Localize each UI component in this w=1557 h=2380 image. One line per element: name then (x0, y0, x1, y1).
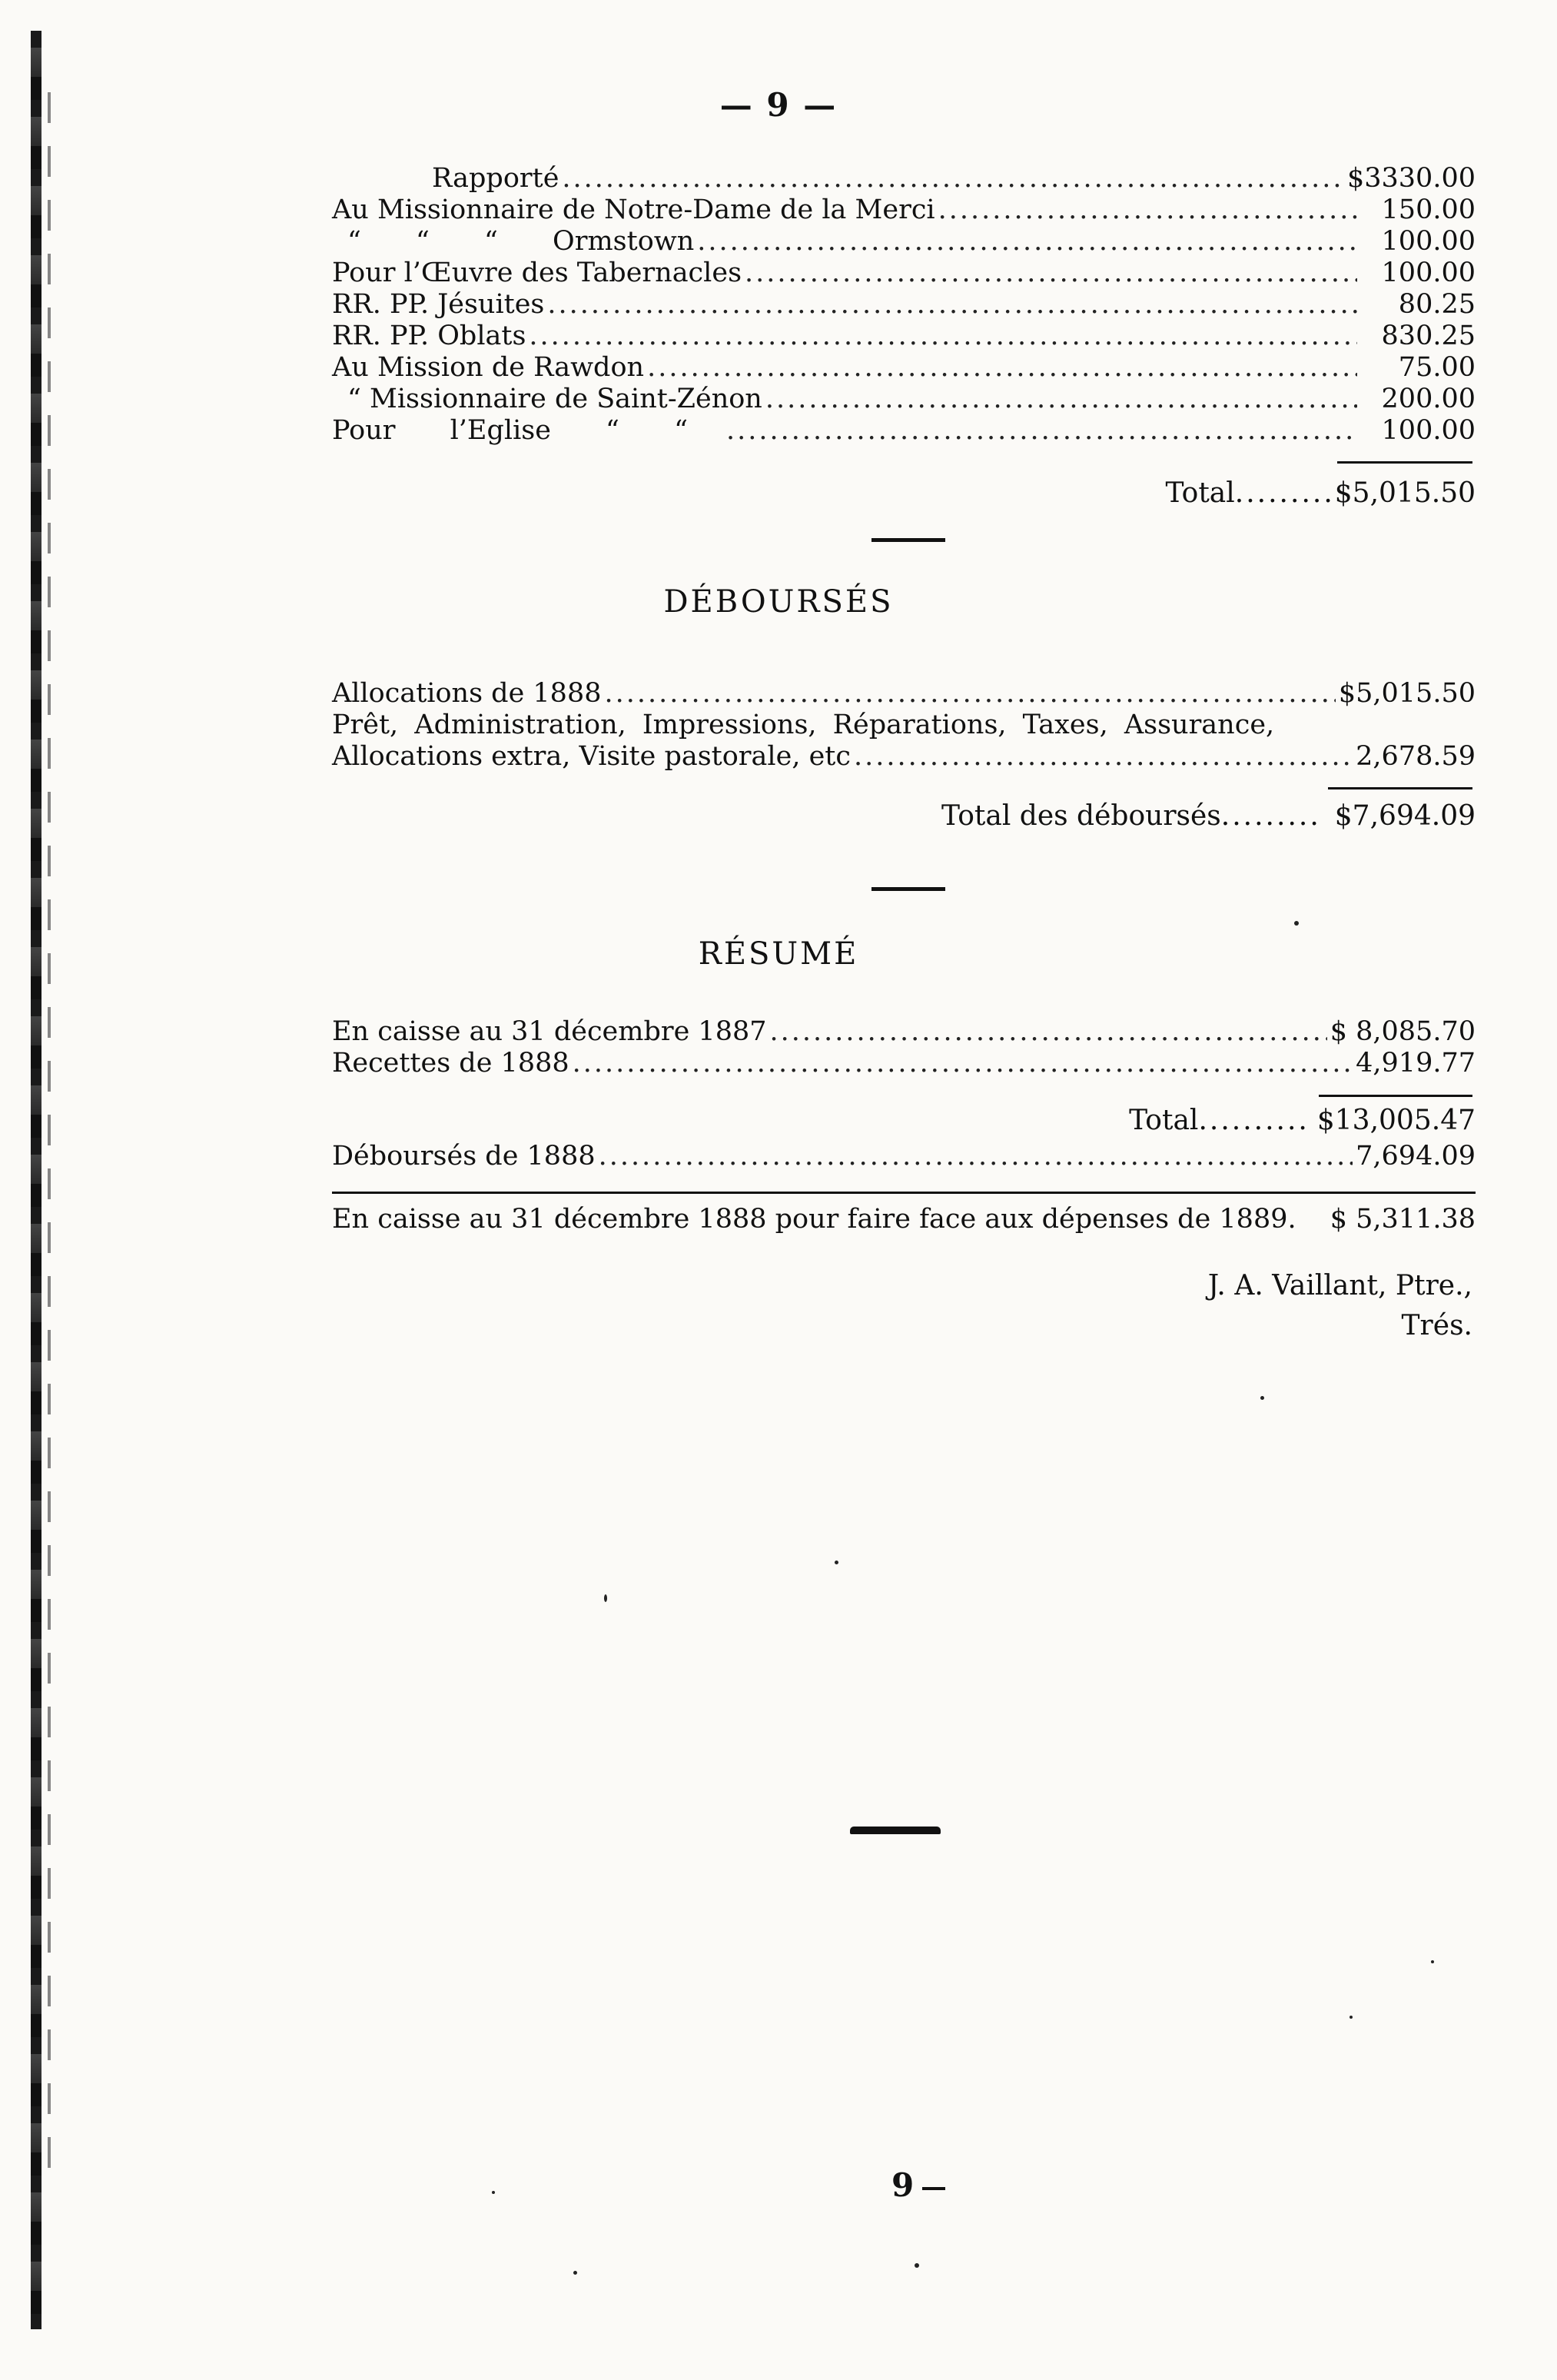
receipt-line: Pour l’Œuvre des Tabernacles ..... 100.00 (332, 258, 1476, 289)
receipt-line: Au Missionnaire de Notre-Dame de la Merci ..... 150.00 (332, 194, 1476, 226)
receipts-list (332, 163, 1476, 447)
section-separator (871, 538, 945, 542)
receipt-line: Rapporté ..... $3330.00 (332, 163, 1476, 194)
receipt-line: “ Missionnaire de Saint-Zénon ..... 200.00 (332, 384, 1476, 415)
subtotal-rule (1319, 1095, 1472, 1097)
resume-list-2 (332, 1141, 1476, 1172)
scan-speck (573, 2271, 577, 2275)
scan-speck (492, 2191, 495, 2194)
page-number: 9 (891, 2166, 915, 2204)
debourses-list (332, 678, 1476, 773)
resume-title: RÉSUMÉ (698, 936, 859, 972)
resume-line: Déboursés de 1888 ..... 7,694.09 (332, 1141, 1476, 1172)
page-number-dash (922, 2187, 945, 2190)
closing-ornament (850, 1827, 941, 1834)
scan-speck (1350, 2016, 1353, 2019)
scan-speck (1294, 921, 1299, 926)
scan-speck (604, 1594, 607, 1602)
receipt-line: Pour l’Eglise “ “ ..... 100.00 (332, 415, 1476, 447)
scan-speck (835, 1561, 838, 1564)
receipt-line: RR. PP. Jésuites ..... 80.25 (332, 289, 1476, 321)
debourses-line: Allocations extra, Visite pastorale, etc ..... 2,678.59 (332, 741, 1476, 773)
signature-title: Trés. (1401, 1310, 1472, 1341)
scan-speck (1260, 1396, 1264, 1400)
final-rule (332, 1192, 1476, 1194)
binding-edge-shadow (48, 92, 51, 2168)
resume-final-line: En caisse au 31 décembre 1888 pour faire face aux dépenses de 1889. $ 5,311.38 (332, 1204, 1476, 1235)
subtotal-rule (1328, 787, 1472, 789)
page-header: — 9 — (719, 86, 838, 124)
section-separator (871, 887, 945, 891)
receipts-total: Total ......... $5,015.50 (1165, 477, 1476, 509)
scan-speck (1431, 1960, 1434, 1963)
scan-speck (915, 2263, 919, 2268)
binding-edge (31, 31, 41, 2329)
resume-total: Total .......... $13,005.47 (1129, 1105, 1476, 1136)
debourses-title: DÉBOURSÉS (663, 584, 894, 620)
subtotal-rule (1337, 461, 1472, 464)
debourses-line: Allocations de 1888 ..... $5,015.50 (332, 678, 1476, 710)
receipt-line: Au Mission de Rawdon ..... 75.00 (332, 352, 1476, 384)
resume-list (332, 1016, 1476, 1079)
receipt-line: RR. PP. Oblats ..... 830.25 (332, 321, 1476, 352)
resume-final (332, 1204, 1476, 1235)
debourses-total: Total des déboursés ......... $7,694.09 (941, 800, 1476, 832)
receipt-line: “ “ “ Ormstown ..... 100.00 (332, 226, 1476, 258)
resume-line: En caisse au 31 décembre 1887 ..... $ 8,085.70 (332, 1016, 1476, 1048)
signature-name: J. A. Vaillant, Ptre., (1207, 1270, 1472, 1301)
debourses-line: Prêt, Administration, Impressions, Réparations, Taxes, Assurance, (332, 710, 1275, 740)
resume-line: Recettes de 1888 ..... 4,919.77 (332, 1048, 1476, 1079)
